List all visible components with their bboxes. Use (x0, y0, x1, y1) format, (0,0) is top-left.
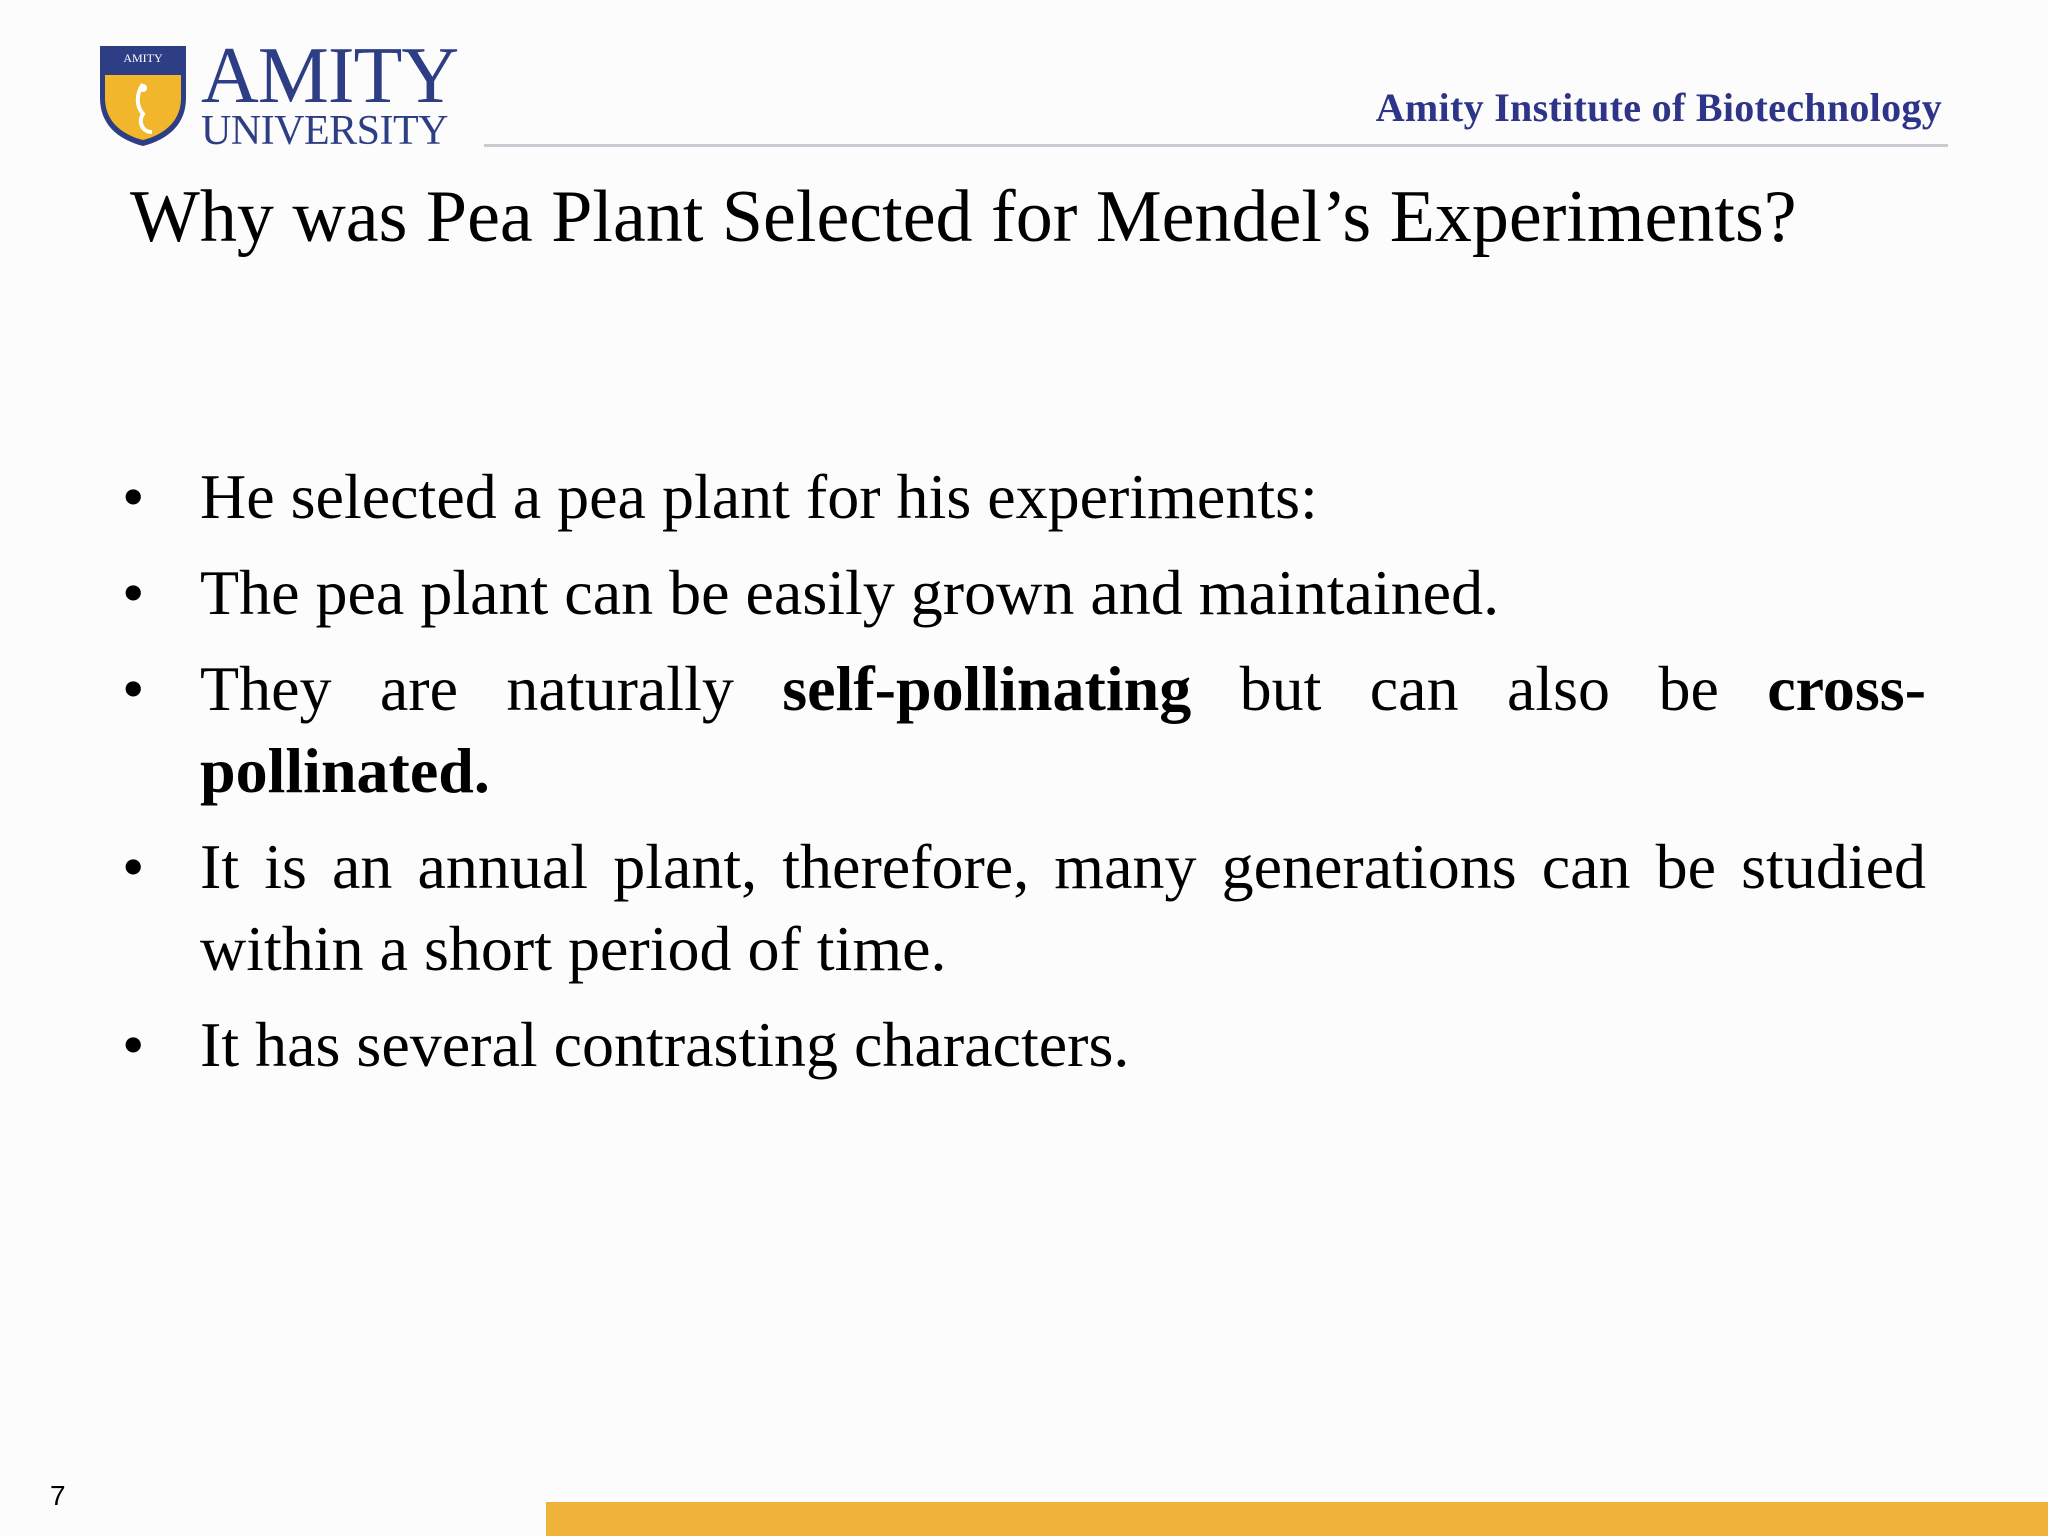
bullet-bold-text: self-pollinating (782, 653, 1192, 724)
page-number: 7 (50, 1480, 66, 1511)
shield-badge-text: AMITY (123, 51, 163, 65)
slide-title: Why was Pea Plant Selected for Mendel’s Experiments? (130, 176, 1797, 258)
logo-word: AMITY (201, 32, 459, 120)
bullet-bold-text: cross-pollinated. (200, 653, 1927, 806)
bullet-list (120, 456, 1926, 1100)
bullet-dot: • (122, 653, 145, 724)
bullet-dot: • (122, 557, 145, 628)
bullet-text: They are naturally (200, 653, 783, 724)
bullet-item (120, 456, 1926, 538)
bullet-item (120, 552, 1926, 634)
logo-subword: UNIVERSITY (201, 108, 448, 154)
bullet-dot: • (122, 461, 145, 532)
bullet-text: It has several contrasting characters. (200, 1009, 1130, 1080)
shield-icon (96, 40, 190, 148)
footer-accent-bar (546, 1502, 2048, 1536)
header-divider (484, 144, 1948, 147)
bullet-text: The pea plant can be easily grown and maintained. (200, 557, 1500, 628)
bullet-dot: • (122, 1009, 145, 1080)
bullet-item (120, 1004, 1926, 1086)
bullet-text: He selected a pea plant for his experiments: (200, 461, 1318, 532)
bullet-dot: • (122, 831, 145, 902)
bullet-item (120, 826, 1926, 990)
bullet-item (120, 648, 1926, 812)
bullet-text: It is an annual plant, therefore, many generations can be studied within a short period of time. (200, 831, 1926, 984)
institute-name: Amity Institute of Biotechnology (1375, 85, 1942, 130)
university-logo (96, 32, 459, 154)
bullet-text: but can also be (1191, 653, 1768, 724)
